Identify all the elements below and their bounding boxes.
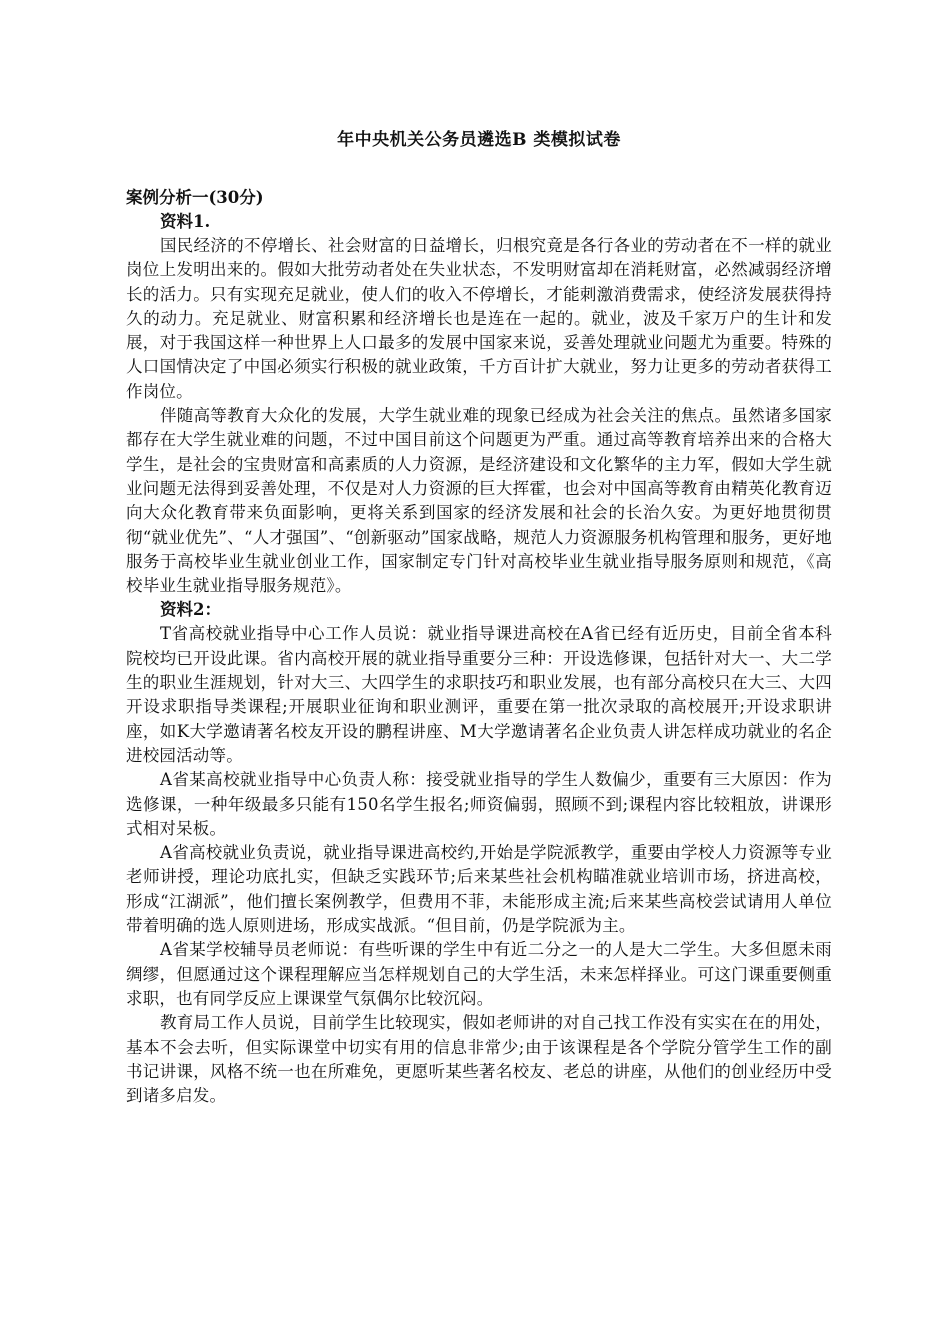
material-2-paragraph-5: 教育局工作人员说，目前学生比较现实，假如老师讲的对自己找工作没有实实在在的用处，基本不会去听，但实际课堂中切实有用的信息非常少;由于该课程是各个学院分管学生工作的副书记讲课，风格不统一也在所难免，更愿听某些著名校友、老总的讲座，从他们的创业经历中受到诸多启发。 bbox=[126, 1013, 832, 1106]
material-1-paragraph-1: 国民经济的不停增长、社会财富的日益增长，归根究竟是各行各业的劳动者在不一样的就业岗位上发明出来的。假如大批劳动者处在失业状态，不发明财富却在消耗财富，必然减弱经济增长的活力。只有实现充足就业，使人们的收入不停增长，才能刺激消费需求，使经济发展获得持久的动力。充足就业、财富积累和经济增长也是连在一起的。就业，波及千家万户的生计和发展，对于我国这样一种世界上人口最多的发展中国家来说，妥善处理就业问题尤为重要。特殊的人口国情决定了中国必须实行积极的就业政策，千方百计扩大就业，努力让更多的劳动者获得工作岗位。 bbox=[126, 236, 832, 401]
document-page bbox=[126, 128, 832, 1108]
document-title: 年中央机关公务员遴选B 类模拟试卷 bbox=[337, 130, 621, 150]
material-2-paragraph-4: A省某学校辅导员老师说：有些听课的学生中有近二分之一的人是大二学生。大多但愿未雨绸缪，但愿通过这个课程理解应当怎样规划自己的大学生活，未来怎样择业。可这门课重要侧重求职，也有同学反应上课课堂气氛偶尔比较沉闷。 bbox=[126, 940, 832, 1008]
material-2-paragraph-1: T省高校就业指导中心工作人员说：就业指导课进高校在A省已经有近历史，目前全省本科院校均已开设此课。省内高校开展的就业指导重要分三种：开设选修课，包括针对大一、大二学生的职业生涯规划，针对大三、大四学生的求职技巧和职业发展，也有部分高校只在大三、大四开设求职指导类课程;开展职业征询和职业测评，重要在第一批次录取的高校展开;开设求职讲座，如K大学邀请著名校友开设的鹏程讲座、M大学邀请著名企业负责人讲怎样成功就业的名企进校园活动等。 bbox=[126, 624, 832, 765]
section-heading: 案例分析一(30分) bbox=[126, 188, 264, 207]
material-2-paragraph-2: A省某高校就业指导中心负责人称：接受就业指导的学生人数偏少，重要有三大原因：作为选修课，一种年级最多只能有150名学生报名;师资偏弱，照顾不到;课程内容比较粗放，讲课形式相对呆板。 bbox=[126, 770, 832, 838]
material-2-paragraph-3: A省高校就业负责说，就业指导课进高校约,开始是学院派教学，重要由学校人力资源等专业老师讲授，理论功底扎实，但缺乏实践环节;后来某些社会机构瞄准就业培训市场，挤进高校，形成“江湖派”，他们擅长案例教学，但费用不菲，未能形成主流;后来某些高校尝试请用人单位带着明确的选人原则进场，形成实战派。“但目前，仍是学院派为主。 bbox=[126, 843, 832, 936]
material-1-paragraph-2: 伴随高等教育大众化的发展，大学生就业难的现象已经成为社会关注的焦点。虽然诸多国家都存在大学生就业难的问题，不过中国目前这个问题更为严重。通过高等教育培养出来的合格大学生，是社会的宝贵财富和高素质的人力资源，是经济建设和文化繁华的主力军，假如大学生就业问题无法得到妥善处理，不仅是对人力资源的巨大挥霍，也会对中国高等教育由精英化教育迈向大众化教育带来负面影响，更将关系到国家的经济发展和社会的长治久安。为更好地贯彻贯彻“就业优先”、“人才强国”、“创新驱动”国家战略，规范人力资源服务机构管理和服务，更好地服务于高校毕业生就业创业工作，国家制定专门针对高校毕业生就业指导服务原则和规范，《高校毕业生就业指导服务规范》。 bbox=[126, 406, 832, 596]
material-1-label: 资料1. bbox=[160, 212, 211, 231]
material-2-label: 资料2： bbox=[160, 600, 221, 620]
